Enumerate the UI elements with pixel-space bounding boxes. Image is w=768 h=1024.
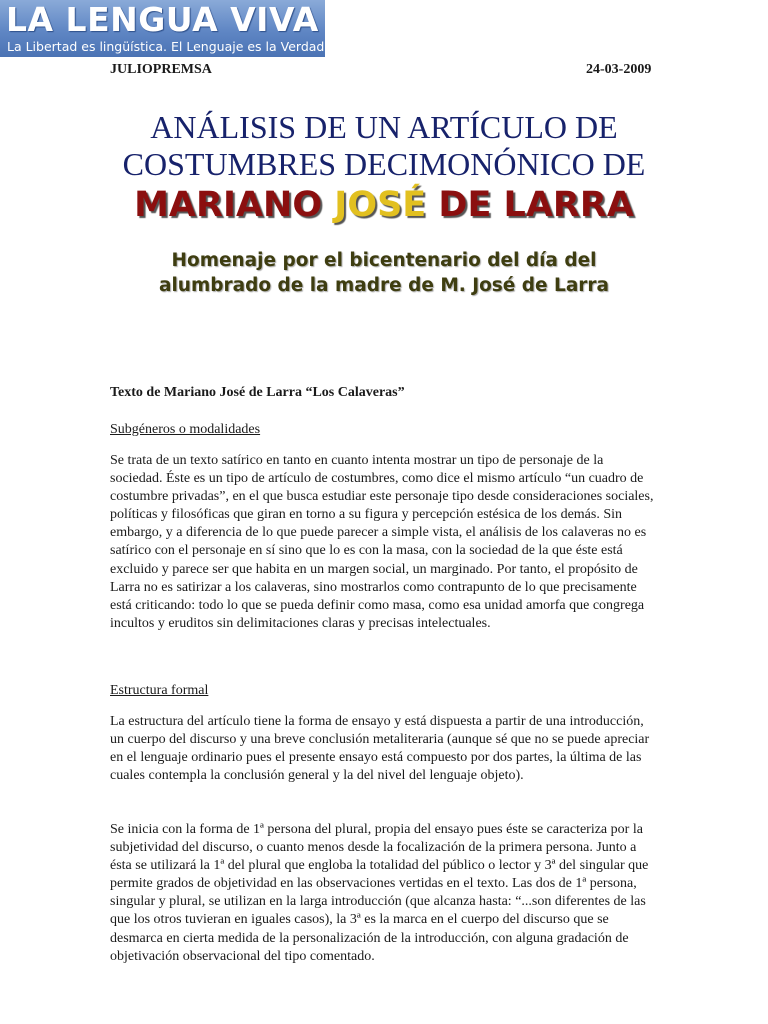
author-title-part-3: DE LARRA	[426, 185, 634, 225]
title-line-2: COSTUMBRES DECIMONÓNICO DE	[122, 146, 646, 182]
author-title	[0, 185, 768, 225]
section-paragraph-estructura-2: Se inicia con la forma de 1ª persona del plural, propia del ensayo pues éste se caracteriza por la subjetividad del discurso, o cuanto menos desde la focalización de la primera persona. Junto a ésta se utilizará la 1ª del plural que engloba la totalidad del público o lector y 3ª del singular que permite grados de objetividad en las observaciones vertidas en el texto. Las dos de 1ª persona, singular y plural, se utilizan en la larga introducción (que alcanza hasta: “...son diferentes de las que los otros tuvieran en iguales casos), la 3ª es la marca en el cuerpo del discurso que se desmarca en cierta medida de la personalización de la introducción, con alguna gradación de objetivación observacional del tipo comentado.	[110, 822, 649, 964]
subtitle-line-1: Homenaje por el bicentenario del día del	[171, 250, 597, 271]
logo-title: LA LENGUA VIVA	[6, 0, 319, 39]
author-title-part-1: MARIANO	[134, 185, 335, 225]
section-paragraph-estructura-1: La estructura del artículo tiene la forma de ensayo y está dispuesta a partir de una introducción, un cuerpo del discurso y una breve conclusión metaliteraria (aunque sé que no se puede apreciar en el lenguaje ordinario pues el presente ensayo está compuesto por dos partes, la última de las cuales contempla la conclusión general y la del nivel del lenguaje objeto).	[110, 714, 650, 784]
text-heading: Texto de Mariano José de Larra “Los Calaveras”	[110, 385, 405, 400]
document-title	[0, 109, 768, 183]
logo-tagline: La Libertad es lingüística. El Lenguaje es la Verdad	[7, 39, 325, 54]
section-heading-subgeneros: Subgéneros o modalidades	[110, 422, 261, 437]
author-name: JULIOPREMSA	[110, 62, 212, 77]
section-heading-estructura: Estructura formal	[110, 683, 209, 698]
title-line-1: ANÁLISIS DE UN ARTÍCULO DE	[150, 109, 618, 145]
author-title-part-2: JOSÉ	[334, 185, 427, 225]
document-subtitle	[0, 248, 768, 298]
publish-date: 24-03-2009	[586, 62, 652, 77]
subtitle-line-2: alumbrado de la madre de M. José de Larra	[158, 275, 610, 296]
section-paragraph-subgeneros: Se trata de un texto satírico en tanto en cuanto intenta mostrar un tipo de personaje de la sociedad. Éste es un tipo de artículo de costumbres, como dice el mismo artículo “un cuadro de costumbre privadas”, en el que busca estudiar este personaje tipo desde consideraciones sociales, políticas y filosóficas que giran en torno a su figura y percepción estésica de los demás. Sin embargo, y a diferencia de lo que puede parecer a simple vista, el análisis de los calaveras no es satírico con el personaje en sí sino que lo es con la masa, con la sociedad de la que éste está excluido y parece ser que habita en un margen social, un marginado. Por tanto, el propósito de Larra no es satirizar a los calaveras, sino mostrarlos como contrapunto de lo que precisamente está criticando: todo lo que se pueda definir como masa, como esa unidad amorfa que congrega incultos y eruditos sin delimitaciones claras y precisas intelectuales.	[110, 453, 654, 631]
site-logo	[0, 0, 325, 57]
